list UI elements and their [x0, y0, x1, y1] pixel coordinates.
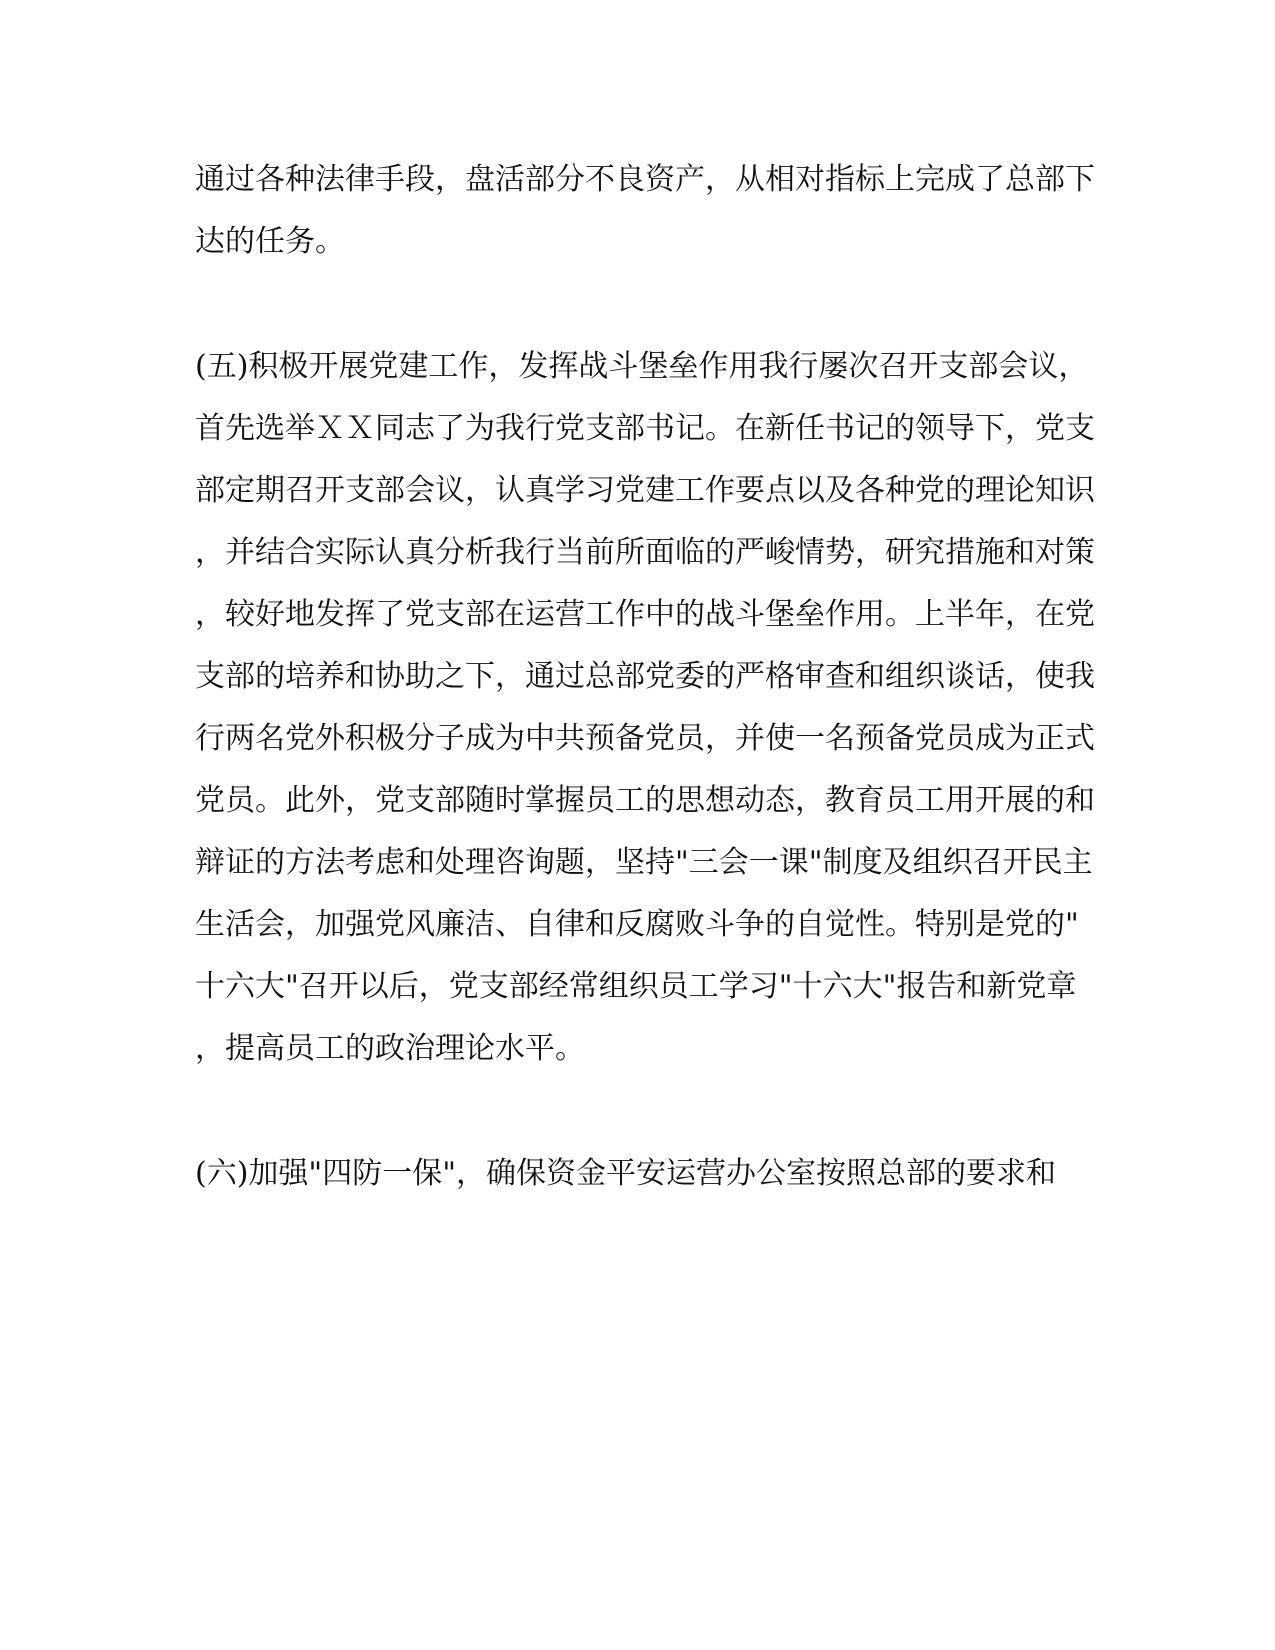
- text-line: ，提高员工的政治理论水平。: [195, 1031, 585, 1066]
- text-line: 部定期召开支部会议，认真学习党建工作要点以及各种党的理论知识: [195, 473, 1095, 508]
- text-line: (六)加强"四防一保"，确保资金平安运营办公室按照总部的要求和: [195, 1156, 1057, 1191]
- text-line: 生活会，加强党风廉洁、自律和反腐败斗争的自觉性。特别是党的": [195, 907, 1079, 942]
- text-line: (五)积极开展党建工作，发挥战斗堡垒作用我行屡次召开支部会议，: [195, 349, 1089, 384]
- text-line: 辩证的方法考虑和处理咨询题，坚持"三会一课"制度及组织召开民主: [195, 845, 1093, 880]
- text-line: ，并结合实际认真分析我行当前所面临的严峻情势，研究措施和对策: [195, 535, 1095, 570]
- text-line: 首先选举ＸＸ同志了为我行党支部书记。在新任书记的领导下，党支: [195, 411, 1095, 446]
- text-line: 支部的培养和协助之下，通过总部党委的严格审查和组织谈话，使我: [195, 659, 1095, 694]
- text-line: 十六大"召开以后，党支部经常组织员工学习"十六大"报告和新党章: [195, 969, 1077, 1004]
- text-line: 行两名党外积极分子成为中共预备党员，并使一名预备党员成为正式: [195, 721, 1095, 756]
- text-line: 达的任务。: [195, 224, 345, 259]
- text-line: ，较好地发挥了党支部在运营工作中的战斗堡垒作用。上半年，在党: [195, 597, 1095, 632]
- text-line: 党员。此外，党支部随时掌握员工的思想动态，教育员工用开展的和: [195, 783, 1095, 818]
- text-line: 通过各种法律手段，盘活部分不良资产，从相对指标上完成了总部下: [195, 162, 1095, 197]
